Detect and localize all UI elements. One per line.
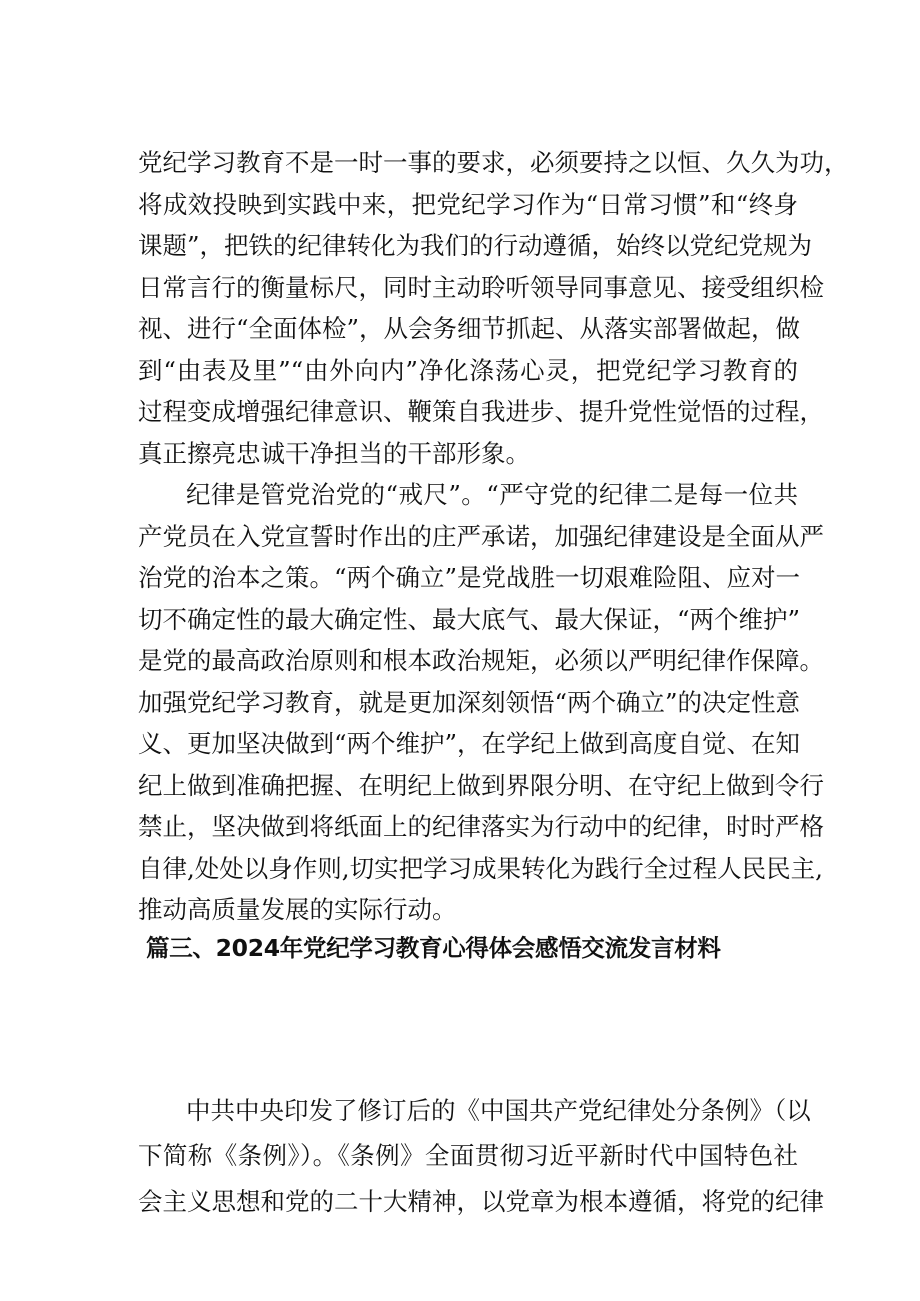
paragraph-2-line: 禁止，坚决做到将纸面上的纪律落实为行动中的纪律，时时严格: [138, 812, 824, 841]
paragraph-2-line: 纪上做到准确把握、在明纪上做到界限分明、在守纪上做到令行: [138, 771, 824, 800]
paragraph-3-line: 中共中央印发了修订后的《中国共产党纪律处分条例》（以: [186, 1096, 811, 1125]
paragraph-2-line: 推动高质量发展的实际行动。: [138, 895, 457, 924]
paragraph-1-line: 真正擦亮忠诚干净担当的干部形象。: [138, 439, 530, 468]
paragraph-1-line: 将成效投映到实践中来，把党纪学习作为“日常习惯”和“终身: [138, 190, 798, 219]
paragraph-1-line: 党纪学习教育不是一时一事的要求，必须要持之以恒、久久为功，: [138, 148, 849, 177]
section-heading: 篇三、2024年党纪学习教育心得体会感悟交流发言材料: [146, 934, 721, 962]
paragraph-2-line: 产党员在入党宣誓时作出的庄严承诺，加强纪律建设是全面从严: [138, 522, 824, 551]
paragraph-2-line: 是党的最高政治原则和根本政治规矩，必须以严明纪律作保障。: [138, 646, 824, 675]
paragraph-3-line: 下简称《条例》）。《条例》全面贯彻习近平新时代中国特色社: [138, 1141, 798, 1170]
paragraph-1-line: 日常言行的衡量标尺，同时主动聆听领导同事意见、接受组织检: [138, 273, 824, 302]
paragraph-1-line: 课题”，把铁的纪律转化为我们的行动遵循，始终以党纪党规为: [138, 231, 813, 260]
paragraph-2-line: 自律,处处以身作则,切实把学习成果转化为践行全过程人民民主,: [138, 854, 823, 883]
paragraph-1-line: 过程变成增强纪律意识、鞭策自我进步、提升党性觉悟的过程，: [138, 397, 824, 426]
paragraph-2-line: 纪律是管党治党的“戒尺”。“严守党的纪律二是每一位共: [186, 480, 798, 509]
paragraph-1-line: 视、进行“全面体检”，从会务细节抓起、从落实部署做起，做: [138, 314, 801, 343]
paragraph-2-line: 治党的治本之策。“两个确立”是党战胜一切艰难险阻、应对一: [138, 563, 801, 592]
paragraph-2-line: 加强党纪学习教育，就是更加深刻领悟“两个确立”的决定性意: [138, 688, 801, 717]
paragraph-3-line: 会主义思想和党的二十大精神，以党章为根本遵循，将党的纪律: [138, 1187, 824, 1216]
paragraph-2-line: 义、更加坚决做到“两个维护”，在学纪上做到高度自觉、在知: [138, 729, 801, 758]
paragraph-1-line: 到“由表及里”“由外向内”净化涤荡心灵，把党纪学习教育的: [138, 356, 798, 385]
paragraph-2-line: 切不确定性的最大确定性、最大底气、最大保证，“两个维护”: [138, 605, 801, 634]
